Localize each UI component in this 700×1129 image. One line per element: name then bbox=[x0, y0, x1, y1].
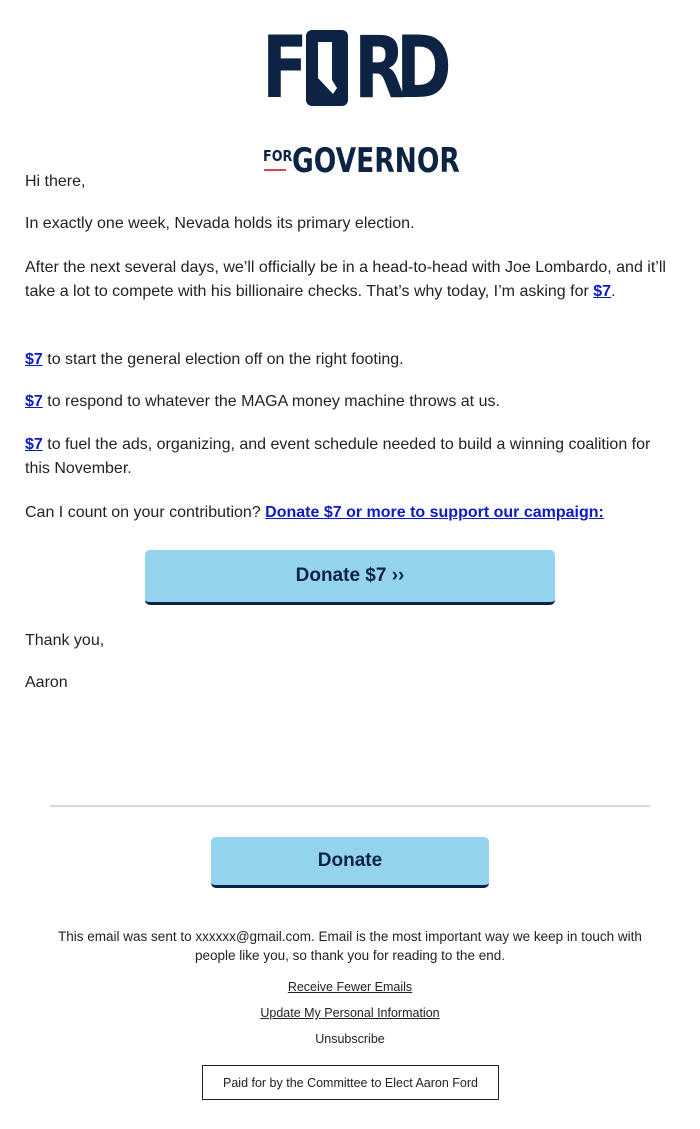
logo-governor-text: GOVERNOR bbox=[292, 141, 460, 181]
donate-7-link[interactable]: $7 bbox=[593, 283, 612, 300]
receive-fewer-emails-link-row bbox=[0, 979, 700, 995]
donate-7-link[interactable]: $7 bbox=[25, 393, 43, 410]
greeting: Hi there, bbox=[25, 173, 86, 190]
bullet-general-election: $7 to start the general election off on the right footing. bbox=[25, 351, 404, 368]
logo-letter-r: R bbox=[354, 18, 405, 118]
paragraph-head-to-head: After the next several days, we’ll officially be in a head-to-head with Joe Lombardo, and it’ll take a lot to compete with his billionaire checks. That’s why today, I’m asking for $7. bbox=[25, 259, 666, 300]
footer-divider bbox=[50, 805, 650, 807]
donate-7-button[interactable]: Donate $7 ›› bbox=[145, 550, 555, 605]
donate-7-link[interactable]: $7 bbox=[25, 436, 43, 453]
bullet-coalition: $7 to fuel the ads, organizing, and event schedule needed to build a winning coalition for this November. bbox=[25, 436, 651, 477]
paragraph-primary: In exactly one week, Nevada holds its primary election. bbox=[25, 215, 415, 232]
paid-for-disclaimer: Paid for by the Committee to Elect Aaron Ford bbox=[202, 1065, 499, 1100]
ford-for-governor-logo bbox=[262, 18, 460, 181]
footer-donate-button[interactable]: Donate bbox=[211, 837, 489, 888]
donate-7-link[interactable]: $7 bbox=[25, 351, 43, 368]
bullet-maga: $7 to respond to whatever the MAGA money machine throws at us. bbox=[25, 393, 500, 410]
nevada-state-icon bbox=[306, 28, 350, 108]
logo-ford-wordmark bbox=[262, 18, 451, 118]
unsubscribe-link-row bbox=[0, 1031, 700, 1047]
update-personal-info-link[interactable]: Update My Personal Information bbox=[260, 1006, 440, 1020]
donate-support-link[interactable]: Donate $7 or more to support our campaign: bbox=[265, 504, 604, 521]
receive-fewer-emails-link[interactable]: Receive Fewer Emails bbox=[287, 980, 413, 994]
logo-letter-d: D bbox=[396, 18, 451, 118]
logo-letter-f: F bbox=[262, 18, 307, 118]
footer-notice: This email was sent to xxxxxx@gmail.com. Email is the most important way we keep in touch with people like you, so thank you for reading to the end. bbox=[58, 929, 642, 963]
logo-for-text: FOR bbox=[263, 147, 293, 165]
signoff: Thank you, bbox=[25, 632, 105, 649]
update-info-link-row bbox=[0, 1005, 700, 1021]
unsubscribe-link[interactable]: Unsubscribe bbox=[315, 1032, 385, 1046]
paragraph-ask: Can I count on your contribution? Donate $7 or more to support our campaign: bbox=[25, 504, 604, 521]
signature: Aaron bbox=[25, 674, 68, 691]
